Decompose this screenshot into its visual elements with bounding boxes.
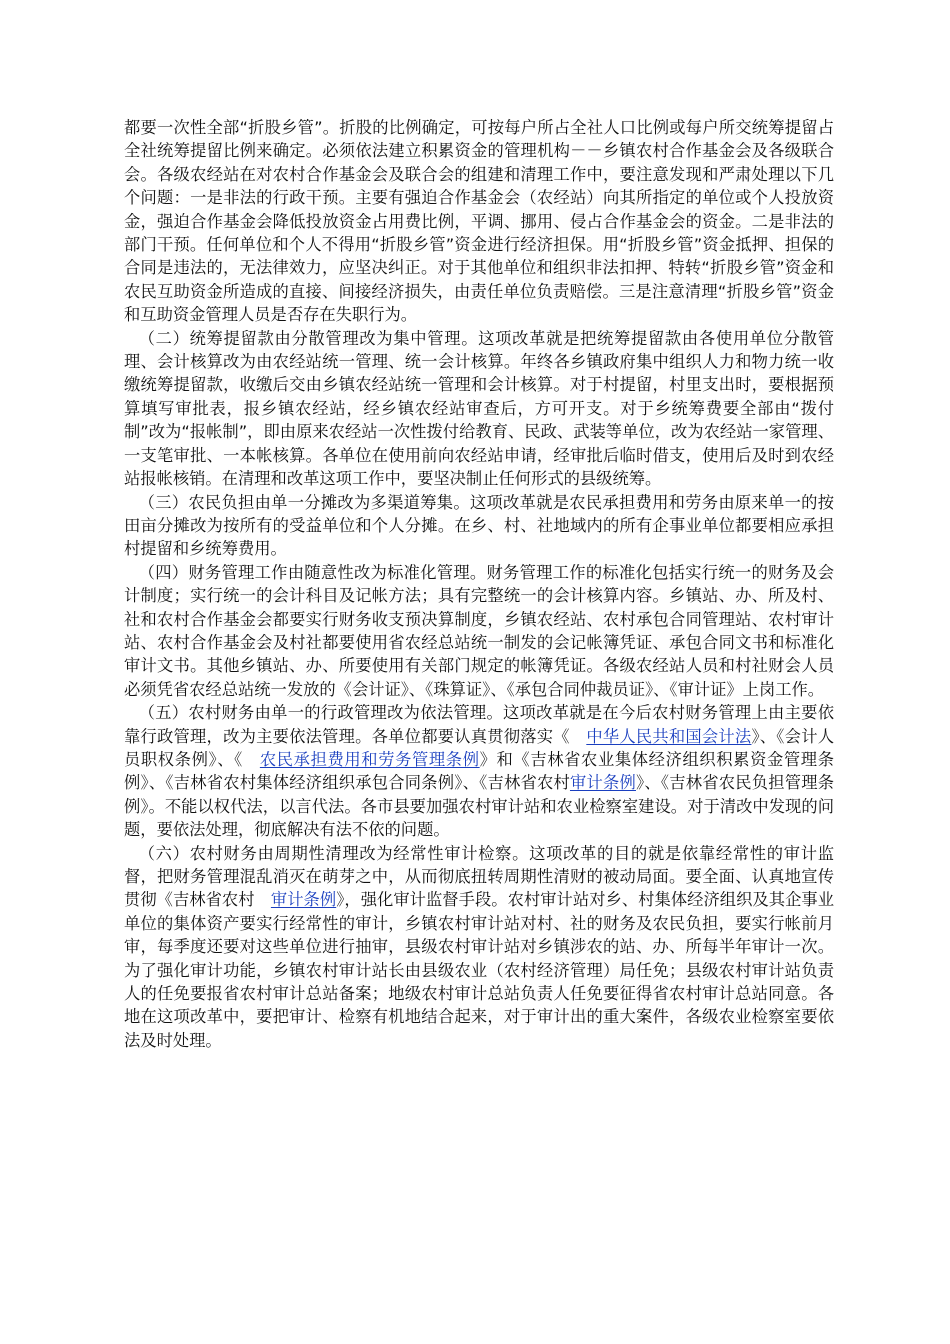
document-body (124, 116, 834, 1052)
paragraph-2-text: （二）统筹提留款由分散管理改为集中管理。这项改革就是把统筹提留款由各使用单位分散管理、会计核算改为由农经站统一管理、统一会计核算。年终各乡镇政府集中组织人力和物力统一收缴统筹提留款，收缴后交由乡镇农经站统一管理和会计核算。对于村提留，村里支出时，要根据预算填写审批表，报乡镇农经站，经乡镇农经站审查后，方可开支。对于乡统筹费要全部由“拨付制”改为“报帐制”，即由原来农经站一次性拨付给教育、民政、武装等单位，改为农经站一家管理、一支笔审批、一本帐核算。各单位在使用前向农经站申请，经审批后临时借支，使用后及时到农经站报帐核销。在清理和改革这项工作中，要坚决制止任何形式的县级统筹。 (124, 328, 834, 489)
farmer-burden-regulation-link[interactable]: 农民承担费用和劳务管理条例 (259, 749, 480, 769)
paragraph-5 (124, 701, 834, 841)
paragraph-4-text: （四）财务管理工作由随意性改为标准化管理。财务管理工作的标准化包括实行统一的财务及会计制度；实行统一的会计科目及记帐方法；具有完整统一的会计核算内容。乡镇站、办、所及村、社和农村合作基金会都要实行财务收支预决算制度，乡镇农经站、农村承包合同管理站、农村审计站、农村合作基金会及村社都要使用省农经总站统一制发的会记帐簿凭证、承包合同文书和标准化审计文书。其他乡镇站、办、所要使用有关部门规定的帐簿凭证。各级农经站人员和村社财会人员必须凭省农经总站统一发放的《会计证》、《珠算证》、《承包合同仲裁员证》、《审计证》上岗工作。 (124, 562, 834, 699)
paragraph-5-text-b: 》、《会计人员职权条例》、《 (124, 726, 834, 769)
paragraph-2 (124, 327, 834, 491)
paragraph-1 (124, 116, 834, 327)
paragraph-5-text-d: 》、《吉林省农民负担管理条例》。不能以权代法，以言代法。各市县要加强农村审计站和农业检察室建设。对于清改中发现的问题，要依法处理，彻底解决有法不依的问题。 (124, 773, 834, 840)
audit-regulation-link[interactable]: 审计条例 (569, 773, 636, 793)
paragraph-6-text-a: （六）农村财务由周期性清理改为经常性审计检察。这项改革的目的就是依靠经常性的审计监督，把财务管理混乱消灭在萌芽之中，从而彻底扭转周期性清财的被动局面。要全面、认真地宣传贯彻《吉林省农村 (124, 843, 834, 910)
paragraph-5-text-c: 》和《吉林省农业集体经济组织积累资金管理条例》、《吉林省农村集体经济组织承包合同条例》、《吉林省农村 (124, 749, 834, 793)
paragraph-5-text-a: （五）农村财务由单一的行政管理改为依法管理。这项改革就是在今后农村财务管理上由主要依靠行政管理，改为主要依法管理。各单位都要认真贯彻落实《 (124, 703, 834, 746)
audit-regulation-link-2[interactable]: 审计条例 (270, 890, 337, 910)
paragraph-3 (124, 491, 834, 561)
paragraph-3-text: （三）农民负担由单一分摊改为多渠道筹集。这项改革就是农民承担费用和劳务由原来单一的按田亩分摊改为按所有的受益单位和个人分摊。在乡、村、社地域内的所有企事业单位都要相应承担村提留和乡统筹费用。 (124, 492, 834, 559)
accounting-law-link[interactable]: 中华人民共和国会计法 (586, 726, 752, 746)
paragraph-6 (124, 842, 834, 1053)
paragraph-6-text-b: 》，强化审计监督手段。农村审计站对乡、村集体经济组织及其企事业单位的集体资产要实行经常性的审计，乡镇农村审计站对村、社的财务及农民负担，要实行帐前月审，每季度还要对这些单位进行抽审，县级农村审计站对乡镇涉农的站、办、所每半年审计一次。为了强化审计功能，乡镇农村审计站长由县级农业（农村经济管理）局任免；县级农村审计站负责人的任免要报省农村审计总站备案；地级农村审计总站负责人任免要征得省农村审计总站同意。各地在这项改革中，要把审计、检察有机地结合起来，对于审计出的重大案件，各级农业检察室要依法及时处理。 (124, 890, 834, 1050)
paragraph-1-text: 都要一次性全部“折股乡管”。折股的比例确定，可按每户所占全社人口比例或每户所交统筹提留占全社统筹提留比例来确定。必须依法建立积累资金的管理机构－－乡镇农村合作基金会及各级联合会。各级农经站在对农村合作基金会及联合会的组建和清理工作中，要注意发现和严肃处理以下几个问题：一是非法的行政干预。主要有强迫合作基金会（农经站）向其所指定的单位或个人投放资金，强迫合作基金会降低投放资金占用费比例，平调、挪用、侵占合作基金会的资金。二是非法的部门干预。任何单位和个人不得用“折股乡管”资金进行经济担保。用“折股乡管”资金抵押、担保的合同是违法的，无法律效力，应坚决纠正。对于其他单位和组织非法扣押、特转“折股乡管”资金和农民互助资金所造成的直接、间接经济损失，由责任单位负责赔偿。三是注意清理“折股乡管”资金和互助资金管理人员是否存在失职行为。 (124, 118, 834, 325)
paragraph-4 (124, 561, 834, 701)
